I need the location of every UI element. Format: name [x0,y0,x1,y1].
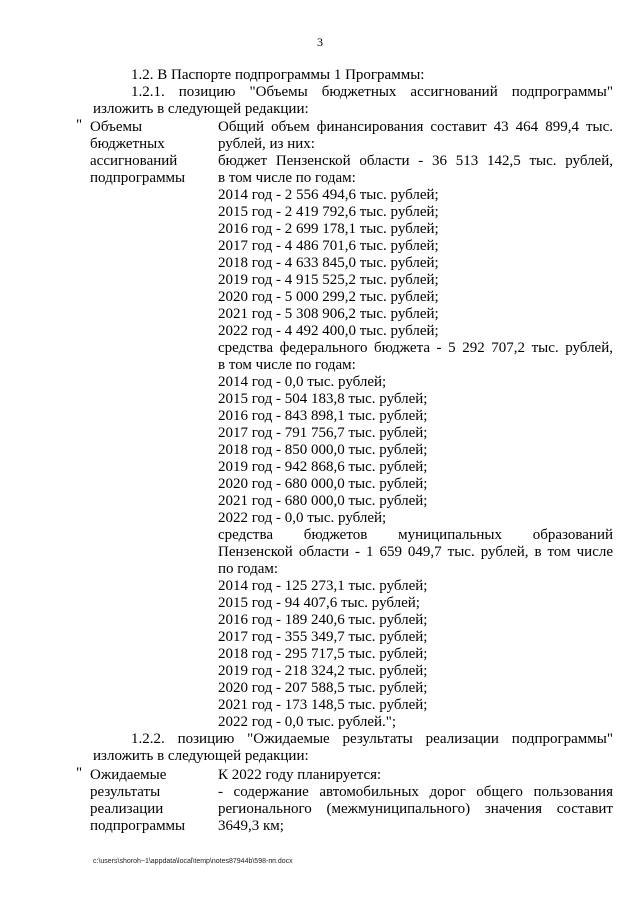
budget-content-line: 2022 год - 0,0 тыс. рублей."; [218,714,397,730]
budget-content-line: рублей, из них: [218,136,315,152]
budget-content-line: 2017 год - 4 486 701,6 тыс. рублей; [218,238,439,254]
budget-content-line: 2020 год - 5 000 299,2 тыс. рублей; [218,289,439,305]
section-heading [93,67,613,84]
results-label-line: реализации [90,801,164,817]
budget-content-line: 2018 год - 295 717,5 тыс. рублей; [218,646,428,662]
results-content-line: К 2022 году планируется: [218,767,382,783]
results-content-cell [218,767,613,835]
budget-content-line: 2016 год - 843 898,1 тыс. рублей; [218,408,428,424]
budget-content-line: 2019 год - 942 868,6 тыс. рублей; [218,459,428,475]
budget-content-line: средства бюджетов муниципальных образований [218,527,613,543]
budget-content-line: 2021 год - 5 308 906,2 тыс. рублей; [218,306,439,322]
budget-content-line: 2019 год - 4 915 525,2 тыс. рублей; [218,272,439,288]
budget-content-line: в том числе по годам: [218,357,356,373]
item-1-2-1-line2-wrap [93,101,613,118]
page-number: 3 [317,35,323,49]
budget-content-line: по годам: [218,561,279,577]
item-1-2-2-line2-wrap [93,748,613,765]
item-1-2-2-line1: 1.2.2. позицию "Ожидаемые результаты реализации подпрограммы" [131,731,613,747]
budget-content-line: 2019 год - 218 324,2 тыс. рублей; [218,663,428,679]
budget-content-line: 2022 год - 0,0 тыс. рублей; [218,510,387,526]
budget-content-line: 2018 год - 850 000,0 тыс. рублей; [218,442,428,458]
budget-label-line: Объемы [90,119,143,135]
budget-label-line: подпрограммы [90,170,186,186]
budget-content-line: Общий объем финансирования составит 43 464 899,4 тыс. [218,119,613,135]
budget-content-line: 2022 год - 4 492 400,0 тыс. рублей; [218,323,439,339]
budget-content-line: 2020 год - 207 588,5 тыс. рублей; [218,680,428,696]
budget-content-line: 2015 год - 2 419 792,6 тыс. рублей; [218,204,439,220]
budget-label-line: бюджетных [90,136,165,152]
budget-content-cell [218,119,613,731]
budget-content-line: Пензенской области - 1 659 049,7 тыс. рублей, в том числе [218,544,613,560]
item-1-2-1-line2: изложить в следующей редакции: [93,101,309,117]
results-label [78,767,213,835]
budget-label-cell [78,119,213,187]
budget-content-line: 2016 год - 189 240,6 тыс. рублей; [218,612,428,628]
results-content-line: - содержание автомобильных дорог общего пользования [218,784,613,800]
results-label-line: Ожидаемые [90,767,167,783]
budget-content-line: 2017 год - 355 349,7 тыс. рублей; [218,629,428,645]
item-1-2-1-line1: 1.2.1. позицию "Объемы бюджетных ассигнований подпрограммы" [131,84,613,100]
budget-content-line: 2014 год - 0,0 тыс. рублей; [218,374,387,390]
budget-content-line: 2016 год - 2 699 178,1 тыс. рублей; [218,221,439,237]
results-content-line: 3649,3 км; [218,818,284,834]
results-label-cell [78,767,213,835]
results-content-line: регионального (межмуниципального) значения составит [218,801,613,817]
budget-content-line: 2015 год - 504 183,8 тыс. рублей; [218,391,428,407]
item-1-2-2-line2: изложить в следующей редакции: [93,748,309,764]
results-label-line: результаты [90,784,161,800]
budget-content-line: средства федерального бюджета - 5 292 707,2 тыс. рублей, [218,340,613,356]
budget-content-line: 2014 год - 2 556 494,6 тыс. рублей; [218,187,439,203]
budget-content-line: 2021 год - 173 148,5 тыс. рублей; [218,697,428,713]
budget-content-line: 2014 год - 125 273,1 тыс. рублей; [218,578,428,594]
budget-content-line: 2018 год - 4 633 845,0 тыс. рублей; [218,255,439,271]
budget-label-line: ассигнований [90,153,178,169]
budget-content-line: 2020 год - 680 000,0 тыс. рублей; [218,476,428,492]
open-quote: " [76,117,83,133]
budget-content-line: 2017 год - 791 756,7 тыс. рублей; [218,425,428,441]
budget-content-line: 2015 год - 94 407,6 тыс. рублей; [218,595,420,611]
open-quote-2: " [76,765,83,781]
item-1-2-2 [93,731,613,748]
budget-content-line: бюджет Пензенской области - 36 513 142,5 тыс. рублей, [218,153,613,169]
item-1-2-1 [93,84,613,101]
results-label-line: подпрограммы [90,818,186,834]
budget-content-line: в том числе по годам: [218,170,356,186]
budget-content-line: 2021 год - 680 000,0 тыс. рублей; [218,493,428,509]
section-1-2-heading: 1.2. В Паспорте подпрограммы 1 Программы: [131,67,425,83]
budget-label [78,119,213,187]
file-path-footer: c:\users\shoroh~1\appdata\local\temp\notes87944b\598-пп.docx [93,858,293,865]
